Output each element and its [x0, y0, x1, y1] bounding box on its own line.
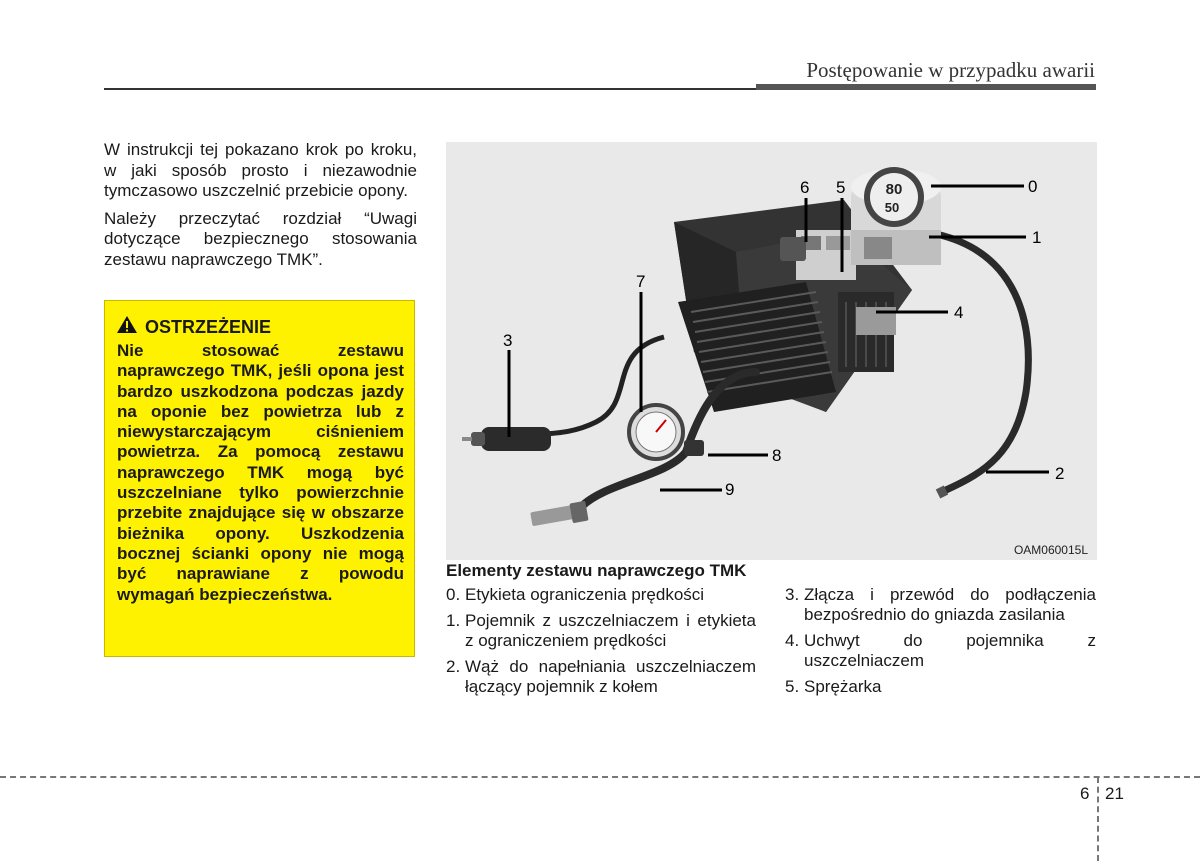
legend-text: Etykieta ograniczenia prędkości [465, 585, 705, 604]
footer-divider [0, 776, 1200, 778]
valve-connector [530, 501, 588, 526]
intro-paragraph: Należy przeczytać rozdział “Uwagi dotyczące bezpiecznego stosowania zestawu naprawczego TMK”. [104, 208, 417, 269]
legend-text: Uchwyt do pojemnika z uszczelniaczem [804, 631, 1096, 670]
callout-7: 7 [636, 272, 646, 291]
legend-number: 4. [785, 631, 800, 650]
callout-6: 6 [800, 178, 810, 197]
legend-left-column [446, 585, 756, 703]
figure-caption: Elementy zestawu naprawczego TMK [446, 561, 747, 580]
pressure-gauge [629, 405, 683, 459]
figure-code: OAM060015L [1013, 543, 1088, 557]
speed-label-50: 50 [884, 200, 900, 215]
callout-5: 5 [836, 178, 846, 197]
legend-text: Pojemnik z uszczelniaczem i etykieta z ograniczeniem prędkości [465, 611, 756, 650]
chapter-number: 6 [1080, 784, 1090, 803]
page-header-title: Postępowanie w przypadku awarii [806, 58, 1095, 82]
callout-9: 9 [725, 480, 735, 499]
power-plug [462, 427, 551, 451]
hose-fitting [938, 490, 946, 494]
footer-vertical-divider [1097, 777, 1099, 861]
filling-hose [936, 234, 1028, 490]
warning-heading [116, 315, 404, 339]
legend-item [785, 677, 1096, 697]
header-rule-accent [756, 84, 1096, 90]
legend-item [446, 585, 756, 605]
legend-number: 3. [785, 585, 800, 604]
warning-title: OSTRZEŻENIE [145, 316, 272, 337]
legend-right-column [785, 585, 1096, 703]
intro-text [104, 140, 417, 277]
intro-paragraph: W instrukcji tej pokazano krok po kroku, w jaki sposób prosto i niezawodnie tymczasowo uszczelnić przebicie opony. [104, 140, 417, 200]
legend-item [785, 631, 1096, 671]
warning-box [104, 300, 415, 657]
page-number: 21 [1105, 784, 1124, 803]
legend-item [785, 585, 1096, 625]
callout-8: 8 [772, 446, 782, 465]
warning-body: Nie stosować zestawu naprawczego TMK, jeśli opona jest bardzo uszkodzona podczas jazdy na oponie bez powietrza lub z niewystarczającym ciśnieniem powietrza. Za pomocą zestawu naprawczego TMK mogą być uszczelniane tylko powierzchnie przebite znajdujące się w obszarze bieżnika opony. Uszkodzenia bocznej ścianki opony nie mogą być naprawiane z powodu wymagań bezpieczeństwa. [117, 341, 404, 604]
legend-number: 5. [785, 677, 800, 696]
legend-item [446, 611, 756, 651]
warning-triangle-icon [116, 315, 138, 339]
header-rule [104, 88, 756, 90]
legend-text: Wąż do napełniania uszczelniaczem łączący pojemnik z kołem [465, 657, 756, 696]
legend-number: 2. [446, 657, 461, 676]
callout-1: 1 [1032, 228, 1042, 247]
legend-text: Sprężarka [804, 677, 882, 696]
legend-text: Złącza i przewód do podłączenia bezpośrednio do gniazda zasilania [804, 585, 1096, 624]
tmk-kit-figure [446, 142, 1097, 560]
callout-4: 4 [954, 303, 964, 322]
callout-2: 2 [1055, 464, 1065, 483]
legend-number: 1. [446, 611, 461, 630]
callout-0: 0 [1028, 177, 1038, 196]
legend-number: 0. [446, 585, 461, 604]
legend-item [446, 657, 756, 697]
callout-3: 3 [503, 331, 513, 350]
speed-label-80: 80 [885, 181, 903, 198]
